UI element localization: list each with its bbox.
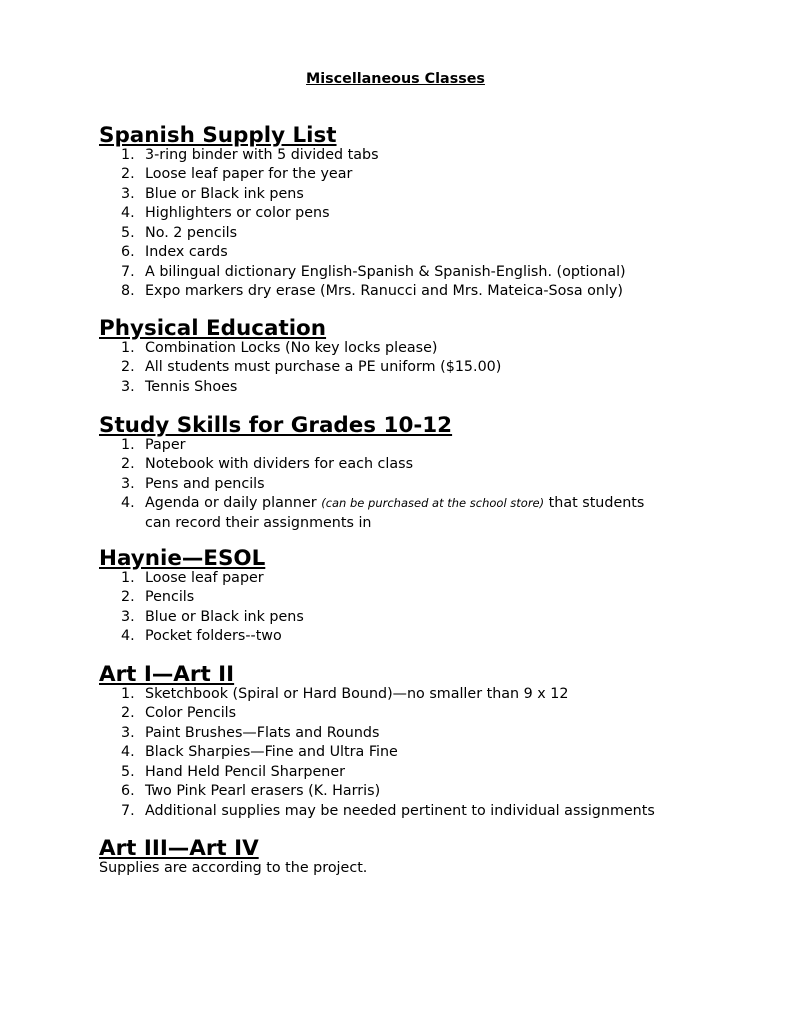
supply-list bbox=[99, 339, 699, 398]
list-item: 1. Loose leaf paper bbox=[121, 569, 264, 586]
list-item: 1. Paper bbox=[121, 436, 186, 453]
section-heading: Haynie—ESOL bbox=[99, 546, 266, 571]
list-item: 7. Additional supplies may be needed pertinent to individual assignments bbox=[121, 802, 655, 819]
supply-list bbox=[99, 685, 699, 822]
section-heading: Art I—Art II bbox=[99, 662, 235, 687]
list-item: 3. Tennis Shoes bbox=[121, 378, 238, 395]
section-heading: Study Skills for Grades 10-12 bbox=[99, 413, 453, 438]
page-title: Miscellaneous Classes bbox=[306, 71, 485, 87]
supply-list bbox=[99, 436, 699, 534]
list-item: 1. 3-ring binder with 5 divided tabs bbox=[121, 146, 379, 163]
list-item: 3. Blue or Black ink pens bbox=[121, 185, 304, 202]
list-item: 4. Agenda or daily planner (can be purchased at the school store) that students can record their assignments in bbox=[121, 495, 645, 531]
section-heading: Physical Education bbox=[99, 316, 327, 341]
section-text: Supplies are according to the project. bbox=[99, 859, 368, 876]
list-item: 1. Combination Locks (No key locks please) bbox=[121, 339, 438, 356]
list-item: 8. Expo markers dry erase (Mrs. Ranucci and Mrs. Mateica-Sosa only) bbox=[121, 283, 623, 299]
italic-note: (can be purchased at the school store) bbox=[321, 496, 545, 510]
supply-list bbox=[99, 569, 699, 647]
list-item: 5. Hand Held Pencil Sharpener bbox=[121, 763, 346, 780]
section-esol bbox=[99, 546, 699, 647]
list-item: 1. Sketchbook (Spiral or Hard Bound)—no smaller than 9 x 12 bbox=[121, 685, 569, 702]
list-item: 4. Pocket folders--two bbox=[121, 628, 282, 644]
list-item: 4. Highlighters or color pens bbox=[121, 205, 330, 221]
list-item: 2. Pencils bbox=[121, 589, 195, 605]
list-item: 6. Two Pink Pearl erasers (K. Harris) bbox=[121, 783, 381, 799]
section-spanish bbox=[99, 123, 699, 302]
list-item: 3. Pens and pencils bbox=[121, 475, 265, 492]
supply-list bbox=[99, 146, 699, 302]
list-item: 3. Blue or Black ink pens bbox=[121, 608, 304, 625]
list-item: 2. Loose leaf paper for the year bbox=[121, 166, 353, 182]
list-item: 2. Notebook with dividers for each class bbox=[121, 456, 414, 472]
section-art-3-4 bbox=[99, 836, 699, 878]
list-item: 2. All students must purchase a PE uniform ($15.00) bbox=[121, 359, 502, 375]
list-item: 3. Paint Brushes—Flats and Rounds bbox=[121, 724, 380, 741]
section-art-1-2 bbox=[99, 662, 699, 821]
section-study-skills bbox=[99, 413, 699, 533]
list-item: 7. A bilingual dictionary English-Spanish & Spanish-English. (optional) bbox=[121, 263, 626, 280]
section-physical-education bbox=[99, 316, 699, 397]
list-item: 2. Color Pencils bbox=[121, 705, 237, 721]
list-item: 4. Black Sharpies—Fine and Ultra Fine bbox=[121, 744, 398, 760]
section-heading: Art III—Art IV bbox=[99, 836, 259, 861]
list-item: 5. No. 2 pencils bbox=[121, 224, 238, 241]
section-heading: Spanish Supply List bbox=[99, 123, 337, 148]
list-item: 6. Index cards bbox=[121, 244, 228, 260]
